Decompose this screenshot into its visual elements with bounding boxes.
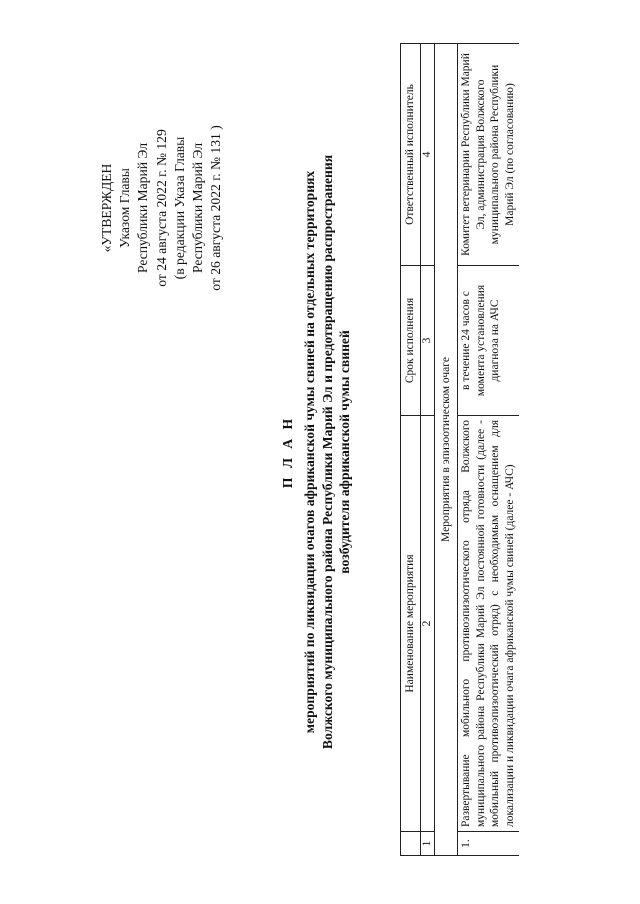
header-cell-deadline: Срок исполнения [401, 266, 421, 416]
column-number: 1 [420, 832, 434, 856]
plan-table [400, 43, 519, 856]
header-cell-responsible: Ответственный исполнитель [401, 44, 421, 266]
approval-line: Указом Главы [117, 168, 133, 248]
approval-line: Республики Марий Эл [190, 142, 206, 274]
column-number: 4 [420, 44, 434, 266]
section-row [434, 44, 458, 856]
approval-line: от 24 августа 2022 г. № 129 [153, 129, 169, 287]
section-title: Мероприятия в эпизоотическом очаге [434, 44, 458, 856]
heading-line: мероприятий по ликвидации очагов африканской чумы свиней на отдельных территориях [302, 170, 318, 734]
approval-line: (в редакции Указа Главы [171, 136, 187, 280]
column-number: 2 [420, 416, 434, 832]
row-responsible: Комитет ветеринарии Республики Марий Эл, администрация Волжского муниципального района Республики Марий Эл (по согласованию) [458, 44, 519, 266]
column-number: 3 [420, 266, 434, 416]
table-header-row [401, 44, 421, 856]
row-number: 1. [458, 832, 519, 856]
row-action: Развертывание мобильного противоэпизоотического отряда Волжского муниципального района Республики Марий Эл постоянной готовности (далее - мобильный противоэпизоотический отряд) с необходимым оснащением для локализации и ликвидации очага африканской чумы свиней (далее - АЧС) [458, 416, 519, 832]
approval-line: Республики Марий Эл [135, 142, 151, 274]
header-cell-action: Наименование мероприятия [401, 416, 421, 832]
approval-line: «УТВЕРЖДЕН [99, 163, 114, 253]
approval-stamp [98, 98, 225, 318]
column-number-row [420, 44, 434, 856]
approval-line: от 26 августа 2022 г. № 131 ) [208, 125, 224, 291]
table-row [458, 44, 519, 856]
header-cell-number [401, 832, 421, 856]
heading-line: возбудителя африканской чумы свиней [337, 330, 353, 574]
row-deadline: в течение 24 часов с момента установления диагноза на АЧС [458, 266, 519, 416]
heading-line: Волжского муниципального района Республики Марий Эл и предотвращению распространения [319, 154, 335, 750]
plan-title: П Л А Н [280, 415, 295, 489]
document-heading [279, 40, 354, 864]
